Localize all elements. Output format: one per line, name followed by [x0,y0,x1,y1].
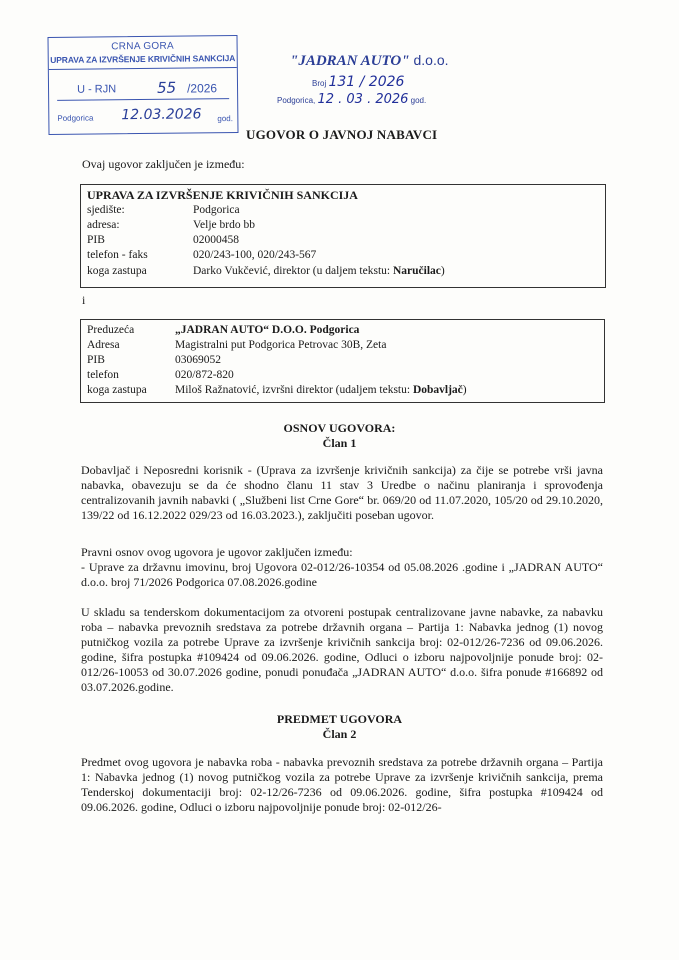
party1-row [81,265,605,280]
party1-key: koga zastupa [87,265,147,277]
party2-row [81,354,604,369]
party1-rep-text: Darko Vukčević, direktor (u daljem tekstu: [193,265,393,277]
paragraph-4: Predmet ovog ugovora je nabavka roba - nabavka prevoznih sredstava za potrebe državnih organa – Partija 1: Nabavka jednog (1) novog putničkog vozila za potrebe Uprave za izvršenje krivičnih sankcija, prema Tenderskoj dokumentaciji broj: 02-12/26-7236 od 09.06.2026. godine, šifra postupka #109424 od 09.06.2026. godine, Odluci o izboru najpovoljnije ponude broj: 02-012/26- [81,755,603,814]
party2-value: 03069052 [175,354,221,366]
company-date-value: 12 . 03 . 2026 [317,92,409,107]
section1-title: OSNOV UGOVORA: [283,421,396,435]
registry-stamp [47,35,238,135]
party1-box [80,184,606,288]
broj-value: 131 / 2026 [328,74,405,90]
party1-role: Naručilac [392,265,441,277]
party2-row [81,384,604,399]
party1-key: PIB [87,234,105,246]
stamp-god: god. [217,114,233,124]
party2-key: PIB [87,354,105,366]
party1-value [193,265,445,277]
party2-rep-close: ) [462,384,467,396]
company-ref-number [312,74,404,90]
party1-value: 02000458 [193,234,239,246]
section2-article: Član 2 [322,727,357,741]
conjunction: i [82,293,86,307]
stamp-date-row [57,106,233,126]
stamp-registry-row [57,76,229,101]
section1-article: Član 1 [322,436,357,450]
party1-row [81,249,605,264]
stamp-year: /2026 [186,81,218,96]
party1-row [81,219,605,234]
company-date-label: Podgorica, [277,96,318,105]
broj-label: Broj [312,79,329,88]
document-title: UGOVOR O JAVNOJ NABAVCI [246,127,438,142]
party1-key: telefon - faks [87,249,148,261]
company-name: "JADRAN AUTO" [290,53,410,69]
party2-key: koga zastupa [87,384,147,396]
section2-title: PREDMET UGOVORA [276,712,403,726]
stamp-date: 12.03.2026 [121,106,202,124]
party2-value: „JADRAN AUTO“ D.O.O. Podgorica [175,324,360,336]
company-suffix: d.o.o. [409,52,449,68]
party2-role: Dobavljač [412,384,463,396]
stamp-number: 55 [156,78,177,97]
company-date-suffix: god. [408,96,427,105]
party2-row [81,369,604,384]
paragraph-1: Dobavljač i Neposredni korisnik - (Uprava za izvršenje krivičnih sankcija) za čije se potrebe vrši javna nabavka, obavezuju se da će shodno članu 11 stav 3 Uredbe o načinu planiranja i sprovođenja centralizovanih javnih nabavki ( „Službeni list Crne Gore“ br. 069/20 od 11.07.2020, 105/20 od 29.10.2020, 139/22 od 16.12.2022 029/23 od 16.03.2023.), zaključiti poseban ugovor. [81,463,603,522]
party2-row [81,324,604,339]
party2-box [80,319,605,403]
party2-value: Magistralni put Podgorica Petrovac 30B, Zeta [175,339,387,351]
party2-row [81,339,604,354]
company-date [277,92,426,107]
party1-row [81,204,605,219]
party2-key: Adresa [87,339,120,351]
party2-value: 020/872-820 [175,369,234,381]
stamp-country: CRNA GORA [111,40,175,53]
paragraph-3: U skladu sa tenderskom dokumentacijom za otvoreni postupak centralizovane javne nabavke, za nabavku roba – nabavka prevoznih sredstava za potrebe državnih organa – Partija 1: Nabavka jednog (1) novog putničkog vozila za potrebe Uprave za izvršenje krivičnih sankcija broj: 02-012/26-7236 od 09.06.2026. godine, šifra postupka #109424 od 09.06.2026. godine, Odluci o izboru najpovoljnije ponude broj: 02-012/26-10053 od 30.07.2026 godine, ponudi ponuđača „JADRAN AUTO“ d.o.o. šifra ponude #166892 od 03.07.2026.godine. [81,605,603,694]
party2-value [175,384,467,396]
party1-name: UPRAVA ZA IZVRŠENJE KRIVIČNIH SANKCIJA [87,188,358,202]
party1-value: Velje brdo bb [193,219,255,231]
paragraph-2-intro: Pravni osnov ovog ugovora je ugovor zaključen između: [81,545,353,559]
party2-rep-text: Miloš Ražnatović, izvršni direktor (udaljem tekstu: [175,384,413,396]
stamp-code: U - RJN [76,83,117,96]
party2-key: Preduzeća [87,324,135,336]
party1-rep-close: ) [440,265,445,277]
company-header [290,52,449,70]
party1-row [81,234,605,249]
party1-key: adresa: [87,219,120,231]
party1-value: 020/243-100, 020/243-567 [193,249,317,261]
paragraph-2-detail: - Uprave za državnu imovinu, broj Ugovora 02-012/26-10354 od 05.08.2026 .godine i „JADRAN AUTO“ d.o.o. broj 71/2026 Podgorica 07.08.2026.godine [81,560,603,589]
party1-key: sjedište: [87,204,125,216]
party2-key: telefon [87,369,119,381]
party1-value: Podgorica [193,204,240,216]
stamp-city: Podgorica [57,113,94,123]
intro-text: Ovaj ugovor zaključen je između: [82,157,245,171]
stamp-institution: UPRAVA ZA IZVRŠENJE KRIVIČNIH SANKCIJA [49,53,237,70]
